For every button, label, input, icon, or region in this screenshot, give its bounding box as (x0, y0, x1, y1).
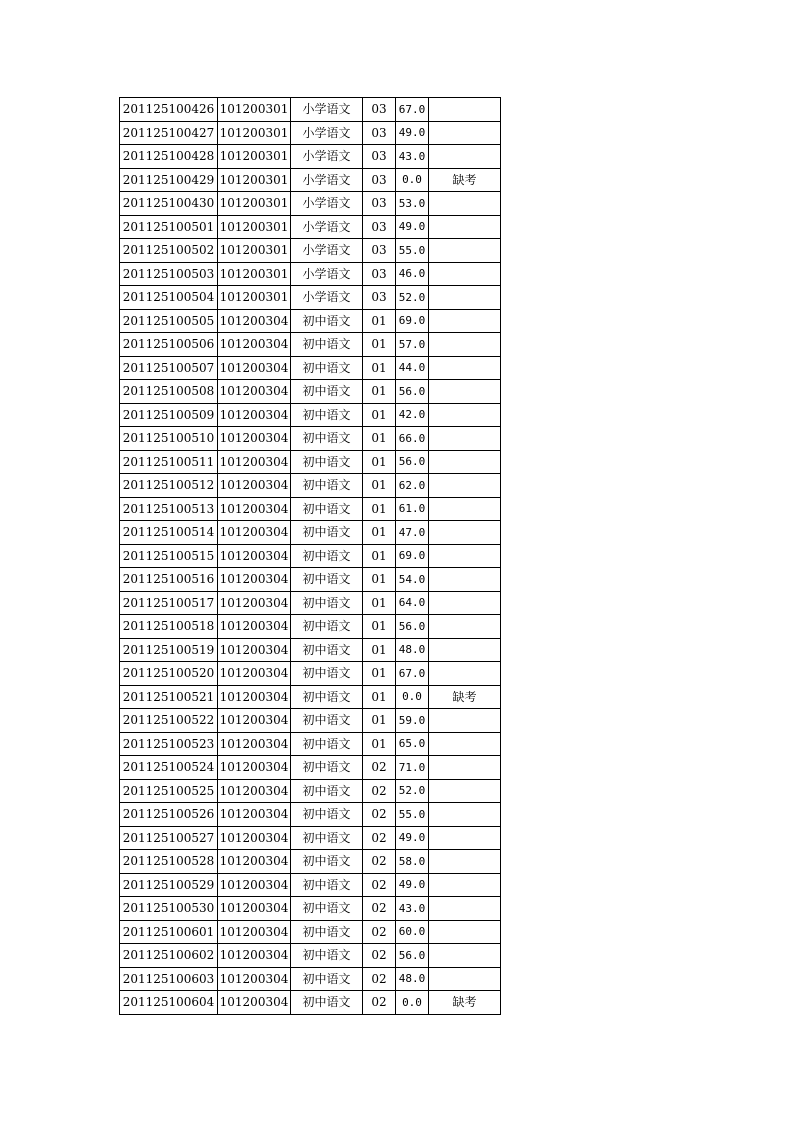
position-code-cell: 101200301 (218, 286, 291, 310)
subject-cell: 初中语文 (291, 333, 363, 357)
candidate-id-cell: 201125100527 (120, 826, 218, 850)
position-code-cell: 101200304 (218, 779, 291, 803)
table-row (120, 873, 501, 897)
candidate-id-cell: 201125100513 (120, 497, 218, 521)
candidate-id-cell: 201125100521 (120, 685, 218, 709)
candidate-id-cell: 201125100514 (120, 521, 218, 545)
room-cell: 03 (363, 121, 396, 145)
candidate-id-cell: 201125100602 (120, 944, 218, 968)
candidate-id-cell: 201125100526 (120, 803, 218, 827)
table-row (120, 403, 501, 427)
subject-cell: 初中语文 (291, 991, 363, 1015)
score-cell: 65.0 (396, 732, 429, 756)
candidate-id-cell: 201125100520 (120, 662, 218, 686)
room-cell: 01 (363, 591, 396, 615)
candidate-id-cell: 201125100511 (120, 450, 218, 474)
score-cell: 47.0 (396, 521, 429, 545)
candidate-id-cell: 201125100508 (120, 380, 218, 404)
note-cell: 缺考 (429, 991, 501, 1015)
score-cell: 0.0 (396, 168, 429, 192)
note-cell (429, 427, 501, 451)
position-code-cell: 101200301 (218, 215, 291, 239)
room-cell: 01 (363, 380, 396, 404)
score-cell: 71.0 (396, 756, 429, 780)
subject-cell: 初中语文 (291, 662, 363, 686)
room-cell: 02 (363, 967, 396, 991)
table-row (120, 756, 501, 780)
table-row (120, 991, 501, 1015)
position-code-cell: 101200304 (218, 403, 291, 427)
table-row (120, 568, 501, 592)
candidate-id-cell: 201125100512 (120, 474, 218, 498)
subject-cell: 初中语文 (291, 944, 363, 968)
table-row (120, 497, 501, 521)
position-code-cell: 101200304 (218, 897, 291, 921)
subject-cell: 初中语文 (291, 803, 363, 827)
score-cell: 55.0 (396, 803, 429, 827)
position-code-cell: 101200304 (218, 685, 291, 709)
position-code-cell: 101200304 (218, 709, 291, 733)
room-cell: 02 (363, 873, 396, 897)
position-code-cell: 101200304 (218, 521, 291, 545)
note-cell (429, 709, 501, 733)
room-cell: 01 (363, 427, 396, 451)
position-code-cell: 101200304 (218, 380, 291, 404)
room-cell: 01 (363, 403, 396, 427)
table-row (120, 779, 501, 803)
note-cell (429, 826, 501, 850)
room-cell: 01 (363, 638, 396, 662)
score-cell: 59.0 (396, 709, 429, 733)
position-code-cell: 101200304 (218, 333, 291, 357)
position-code-cell: 101200304 (218, 850, 291, 874)
score-cell: 55.0 (396, 239, 429, 263)
note-cell (429, 474, 501, 498)
position-code-cell: 101200304 (218, 427, 291, 451)
score-cell: 48.0 (396, 638, 429, 662)
note-cell: 缺考 (429, 168, 501, 192)
subject-cell: 初中语文 (291, 427, 363, 451)
room-cell: 01 (363, 356, 396, 380)
position-code-cell: 101200304 (218, 474, 291, 498)
note-cell (429, 662, 501, 686)
table-row (120, 615, 501, 639)
candidate-id-cell: 201125100522 (120, 709, 218, 733)
subject-cell: 初中语文 (291, 497, 363, 521)
note-cell (429, 568, 501, 592)
table-row (120, 239, 501, 263)
note-cell (429, 121, 501, 145)
room-cell: 01 (363, 333, 396, 357)
table-row (120, 192, 501, 216)
table-row (120, 638, 501, 662)
room-cell: 03 (363, 262, 396, 286)
position-code-cell: 101200304 (218, 356, 291, 380)
score-cell: 53.0 (396, 192, 429, 216)
table-row (120, 356, 501, 380)
room-cell: 03 (363, 192, 396, 216)
table-row (120, 709, 501, 733)
score-cell: 60.0 (396, 920, 429, 944)
room-cell: 01 (363, 685, 396, 709)
table-row (120, 897, 501, 921)
score-cell: 0.0 (396, 685, 429, 709)
note-cell (429, 309, 501, 333)
table-row (120, 121, 501, 145)
table-row (120, 380, 501, 404)
table-row (120, 732, 501, 756)
subject-cell: 初中语文 (291, 356, 363, 380)
room-cell: 01 (363, 309, 396, 333)
room-cell: 01 (363, 709, 396, 733)
candidate-id-cell: 201125100426 (120, 98, 218, 122)
score-cell: 56.0 (396, 944, 429, 968)
position-code-cell: 101200304 (218, 662, 291, 686)
subject-cell: 小学语文 (291, 192, 363, 216)
note-cell (429, 356, 501, 380)
table-row (120, 544, 501, 568)
room-cell: 02 (363, 897, 396, 921)
note-cell (429, 779, 501, 803)
position-code-cell: 101200304 (218, 591, 291, 615)
position-code-cell: 101200304 (218, 803, 291, 827)
candidate-id-cell: 201125100509 (120, 403, 218, 427)
subject-cell: 初中语文 (291, 850, 363, 874)
room-cell: 01 (363, 615, 396, 639)
note-cell (429, 591, 501, 615)
table-row (120, 920, 501, 944)
subject-cell: 小学语文 (291, 239, 363, 263)
room-cell: 01 (363, 732, 396, 756)
subject-cell: 初中语文 (291, 544, 363, 568)
subject-cell: 初中语文 (291, 873, 363, 897)
candidate-id-cell: 201125100430 (120, 192, 218, 216)
note-cell (429, 262, 501, 286)
table-row (120, 333, 501, 357)
candidate-id-cell: 201125100515 (120, 544, 218, 568)
candidate-id-cell: 201125100502 (120, 239, 218, 263)
score-cell: 67.0 (396, 98, 429, 122)
note-cell (429, 544, 501, 568)
position-code-cell: 101200304 (218, 826, 291, 850)
score-cell: 54.0 (396, 568, 429, 592)
candidate-id-cell: 201125100429 (120, 168, 218, 192)
subject-cell: 初中语文 (291, 897, 363, 921)
score-cell: 52.0 (396, 779, 429, 803)
score-cell: 58.0 (396, 850, 429, 874)
subject-cell: 小学语文 (291, 286, 363, 310)
room-cell: 02 (363, 779, 396, 803)
score-cell: 67.0 (396, 662, 429, 686)
note-cell (429, 873, 501, 897)
candidate-id-cell: 201125100516 (120, 568, 218, 592)
score-cell: 43.0 (396, 897, 429, 921)
note-cell (429, 192, 501, 216)
position-code-cell: 101200304 (218, 920, 291, 944)
position-code-cell: 101200301 (218, 98, 291, 122)
subject-cell: 小学语文 (291, 168, 363, 192)
note-cell (429, 145, 501, 169)
candidate-id-cell: 201125100524 (120, 756, 218, 780)
position-code-cell: 101200301 (218, 239, 291, 263)
room-cell: 03 (363, 215, 396, 239)
subject-cell: 初中语文 (291, 309, 363, 333)
note-cell (429, 215, 501, 239)
score-cell: 56.0 (396, 380, 429, 404)
candidate-id-cell: 201125100507 (120, 356, 218, 380)
table-row (120, 309, 501, 333)
subject-cell: 初中语文 (291, 967, 363, 991)
room-cell: 03 (363, 98, 396, 122)
table-row (120, 262, 501, 286)
score-cell: 46.0 (396, 262, 429, 286)
score-cell: 49.0 (396, 215, 429, 239)
note-cell (429, 944, 501, 968)
table-row (120, 286, 501, 310)
score-cell: 42.0 (396, 403, 429, 427)
candidate-id-cell: 201125100517 (120, 591, 218, 615)
room-cell: 02 (363, 803, 396, 827)
note-cell (429, 897, 501, 921)
candidate-id-cell: 201125100504 (120, 286, 218, 310)
score-cell: 64.0 (396, 591, 429, 615)
candidate-id-cell: 201125100603 (120, 967, 218, 991)
subject-cell: 初中语文 (291, 568, 363, 592)
table-row (120, 944, 501, 968)
candidate-id-cell: 201125100530 (120, 897, 218, 921)
position-code-cell: 101200304 (218, 944, 291, 968)
position-code-cell: 101200304 (218, 638, 291, 662)
table-row (120, 521, 501, 545)
room-cell: 01 (363, 450, 396, 474)
subject-cell: 初中语文 (291, 380, 363, 404)
subject-cell: 初中语文 (291, 474, 363, 498)
note-cell (429, 920, 501, 944)
table-row (120, 427, 501, 451)
position-code-cell: 101200301 (218, 168, 291, 192)
score-cell: 52.0 (396, 286, 429, 310)
position-code-cell: 101200304 (218, 568, 291, 592)
position-code-cell: 101200304 (218, 309, 291, 333)
position-code-cell: 101200301 (218, 192, 291, 216)
subject-cell: 初中语文 (291, 826, 363, 850)
score-cell: 69.0 (396, 544, 429, 568)
candidate-id-cell: 201125100510 (120, 427, 218, 451)
position-code-cell: 101200304 (218, 732, 291, 756)
candidate-id-cell: 201125100428 (120, 145, 218, 169)
note-cell (429, 803, 501, 827)
table-row (120, 803, 501, 827)
room-cell: 01 (363, 521, 396, 545)
table-row (120, 474, 501, 498)
candidate-id-cell: 201125100505 (120, 309, 218, 333)
score-cell: 49.0 (396, 121, 429, 145)
subject-cell: 小学语文 (291, 262, 363, 286)
score-cell: 49.0 (396, 826, 429, 850)
note-cell (429, 967, 501, 991)
room-cell: 02 (363, 991, 396, 1015)
note-cell (429, 450, 501, 474)
note-cell (429, 615, 501, 639)
note-cell (429, 521, 501, 545)
candidate-id-cell: 201125100601 (120, 920, 218, 944)
table-row (120, 168, 501, 192)
score-cell: 49.0 (396, 873, 429, 897)
score-cell: 43.0 (396, 145, 429, 169)
subject-cell: 初中语文 (291, 591, 363, 615)
score-cell: 61.0 (396, 497, 429, 521)
score-table (119, 97, 501, 1015)
score-cell: 56.0 (396, 450, 429, 474)
table-row (120, 145, 501, 169)
score-table-body (120, 98, 501, 1015)
candidate-id-cell: 201125100501 (120, 215, 218, 239)
table-row (120, 850, 501, 874)
room-cell: 02 (363, 850, 396, 874)
note-cell (429, 756, 501, 780)
room-cell: 03 (363, 239, 396, 263)
candidate-id-cell: 201125100525 (120, 779, 218, 803)
subject-cell: 初中语文 (291, 450, 363, 474)
subject-cell: 初中语文 (291, 779, 363, 803)
table-row (120, 450, 501, 474)
candidate-id-cell: 201125100523 (120, 732, 218, 756)
candidate-id-cell: 201125100506 (120, 333, 218, 357)
note-cell (429, 732, 501, 756)
position-code-cell: 101200301 (218, 262, 291, 286)
subject-cell: 小学语文 (291, 215, 363, 239)
room-cell: 01 (363, 497, 396, 521)
subject-cell: 初中语文 (291, 403, 363, 427)
table-row (120, 967, 501, 991)
room-cell: 01 (363, 544, 396, 568)
note-cell: 缺考 (429, 685, 501, 709)
subject-cell: 初中语文 (291, 732, 363, 756)
position-code-cell: 101200304 (218, 497, 291, 521)
note-cell (429, 850, 501, 874)
subject-cell: 初中语文 (291, 638, 363, 662)
candidate-id-cell: 201125100503 (120, 262, 218, 286)
subject-cell: 初中语文 (291, 920, 363, 944)
room-cell: 01 (363, 662, 396, 686)
room-cell: 02 (363, 944, 396, 968)
candidate-id-cell: 201125100519 (120, 638, 218, 662)
score-cell: 57.0 (396, 333, 429, 357)
note-cell (429, 286, 501, 310)
room-cell: 03 (363, 168, 396, 192)
subject-cell: 小学语文 (291, 145, 363, 169)
position-code-cell: 101200304 (218, 873, 291, 897)
score-cell: 0.0 (396, 991, 429, 1015)
score-cell: 62.0 (396, 474, 429, 498)
candidate-id-cell: 201125100604 (120, 991, 218, 1015)
note-cell (429, 638, 501, 662)
room-cell: 01 (363, 568, 396, 592)
position-code-cell: 101200304 (218, 756, 291, 780)
room-cell: 03 (363, 145, 396, 169)
subject-cell: 初中语文 (291, 756, 363, 780)
table-row (120, 215, 501, 239)
table-row (120, 591, 501, 615)
subject-cell: 小学语文 (291, 98, 363, 122)
note-cell (429, 497, 501, 521)
candidate-id-cell: 201125100529 (120, 873, 218, 897)
subject-cell: 初中语文 (291, 685, 363, 709)
note-cell (429, 239, 501, 263)
score-cell: 56.0 (396, 615, 429, 639)
position-code-cell: 101200301 (218, 121, 291, 145)
subject-cell: 初中语文 (291, 615, 363, 639)
score-cell: 48.0 (396, 967, 429, 991)
table-row (120, 98, 501, 122)
room-cell: 01 (363, 474, 396, 498)
room-cell: 02 (363, 920, 396, 944)
candidate-id-cell: 201125100518 (120, 615, 218, 639)
table-row (120, 826, 501, 850)
subject-cell: 初中语文 (291, 521, 363, 545)
room-cell: 02 (363, 826, 396, 850)
note-cell (429, 98, 501, 122)
position-code-cell: 101200304 (218, 544, 291, 568)
subject-cell: 初中语文 (291, 709, 363, 733)
note-cell (429, 403, 501, 427)
candidate-id-cell: 201125100427 (120, 121, 218, 145)
position-code-cell: 101200304 (218, 450, 291, 474)
position-code-cell: 101200301 (218, 145, 291, 169)
subject-cell: 小学语文 (291, 121, 363, 145)
note-cell (429, 333, 501, 357)
score-cell: 66.0 (396, 427, 429, 451)
score-cell: 69.0 (396, 309, 429, 333)
room-cell: 02 (363, 756, 396, 780)
table-row (120, 685, 501, 709)
score-cell: 44.0 (396, 356, 429, 380)
position-code-cell: 101200304 (218, 615, 291, 639)
candidate-id-cell: 201125100528 (120, 850, 218, 874)
position-code-cell: 101200304 (218, 967, 291, 991)
room-cell: 03 (363, 286, 396, 310)
position-code-cell: 101200304 (218, 991, 291, 1015)
table-row (120, 662, 501, 686)
note-cell (429, 380, 501, 404)
